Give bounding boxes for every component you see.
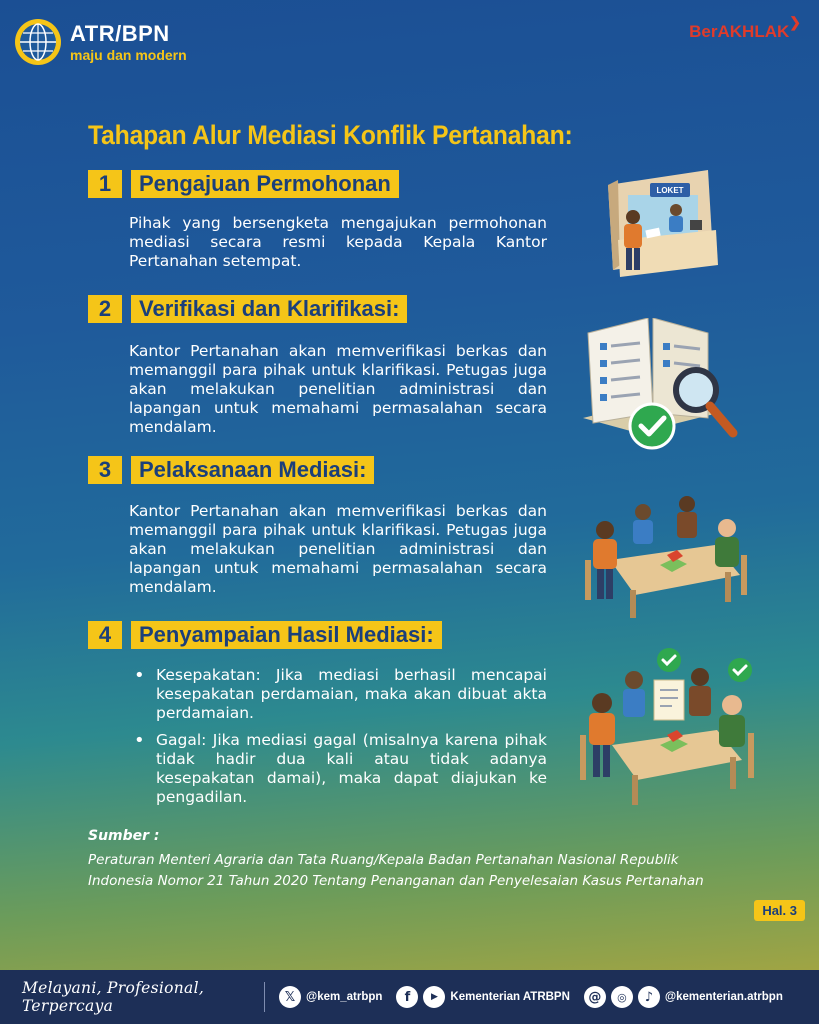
- step-1-number: 1: [88, 170, 122, 198]
- step-3-text: Kantor Pertanahan akan memverifikasi berkas dan memanggil para pihak untuk klarifikasi. Petugas juga akan melakukan penelitian administrasi dan lapangan untuk memahami permasalahan secara mendalam.: [129, 502, 547, 596]
- step-4-number: 4: [88, 621, 122, 649]
- x-handle: @kem_atrbpn: [306, 991, 383, 1003]
- step-1-text: Pihak yang bersengketa mengajukan permohonan mediasi secara resmi kepada Kepala Kantor Pertanahan setempat.: [129, 214, 547, 270]
- footer-bar: [0, 970, 819, 1024]
- checkmark-icon: [657, 648, 681, 672]
- berakhlak-ber: Ber: [689, 22, 718, 41]
- step-2-title: Verifikasi dan Klarifikasi:: [131, 295, 407, 323]
- x-icon: 𝕏: [279, 986, 301, 1008]
- checkmark-icon: [728, 658, 752, 682]
- step-1-title: Pengajuan Permohonan: [131, 170, 399, 198]
- fb-yt-name: Kementerian ATRBPN: [450, 991, 570, 1003]
- loket-sign: LOKET: [656, 186, 684, 195]
- footer-slogan: Melayani, Profesional, Terpercaya: [22, 979, 205, 1015]
- source-label: Sumber :: [88, 828, 160, 844]
- logo-title: ATR/BPN: [70, 20, 170, 46]
- page-number-badge: Hal. 3: [754, 900, 805, 921]
- tiktok-icon: ♪: [638, 986, 660, 1008]
- loket-counter-illustration: [598, 165, 723, 290]
- list-item: • Gagal: Jika mediasi gagal (misalnya karena pihak tidak hadir dua kali atau tidak adanya kesepakatan damai), maka dapat diajukan ke pengadilan.: [132, 731, 547, 807]
- chevron-right-icon: ❯: [789, 14, 801, 30]
- magnifier-icon: [676, 370, 733, 433]
- mediation-meeting-illustration: [575, 490, 755, 620]
- page-title: Tahapan Alur Mediasi Konflik Pertanahan:: [88, 120, 573, 150]
- atr-bpn-logo: [12, 16, 187, 68]
- berakhlak-logo: [689, 14, 801, 42]
- berakhlak-akhlak: AKHLAK: [717, 22, 790, 41]
- document-verification-illustration: [578, 318, 738, 453]
- checkmark-icon: [630, 404, 674, 448]
- list-item: • Kesepakatan: Jika mediasi berhasil mencapai kesepakatan perdamaian, maka akan dibuat akta perdamaian.: [132, 666, 547, 723]
- step-3-number: 3: [88, 456, 122, 484]
- threads-icon: @: [584, 986, 606, 1008]
- threads-ig-tiktok-handle: @kementerian.atrbpn: [664, 991, 783, 1003]
- source-text: Peraturan Menteri Agraria dan Tata Ruang/Kepala Badan Pertanahan Nasional Republik Indonesia Nomor 21 Tahun 2020 Tentang Penanganan dan Penyelesaian Kasus Pertanahan: [88, 852, 704, 889]
- facebook-icon: f: [396, 986, 418, 1008]
- globe-emblem-icon: [12, 16, 64, 68]
- step-4-bullet-list: [132, 666, 547, 815]
- agreement-meeting-illustration: [572, 645, 762, 810]
- step-4-title: Penyampaian Hasil Mediasi:: [131, 621, 442, 649]
- instagram-icon: ◎: [611, 986, 633, 1008]
- footer-divider: [264, 982, 265, 1012]
- step-2-text: Kantor Pertanahan akan memverifikasi berkas dan memanggil para pihak untuk klarifikasi. Petugas juga akan melakukan penelitian administrasi dan lapangan untuk memahami permasalahan secara mendalam.: [129, 342, 547, 436]
- x-social-link[interactable]: [279, 986, 382, 1008]
- logo-tagline: maju dan modern: [70, 46, 187, 63]
- youtube-icon: ▶: [423, 986, 445, 1008]
- threads-instagram-tiktok-link[interactable]: [584, 986, 783, 1008]
- step-2-number: 2: [88, 295, 122, 323]
- step-3-title: Pelaksanaan Mediasi:: [131, 456, 374, 484]
- facebook-youtube-link[interactable]: [396, 986, 570, 1008]
